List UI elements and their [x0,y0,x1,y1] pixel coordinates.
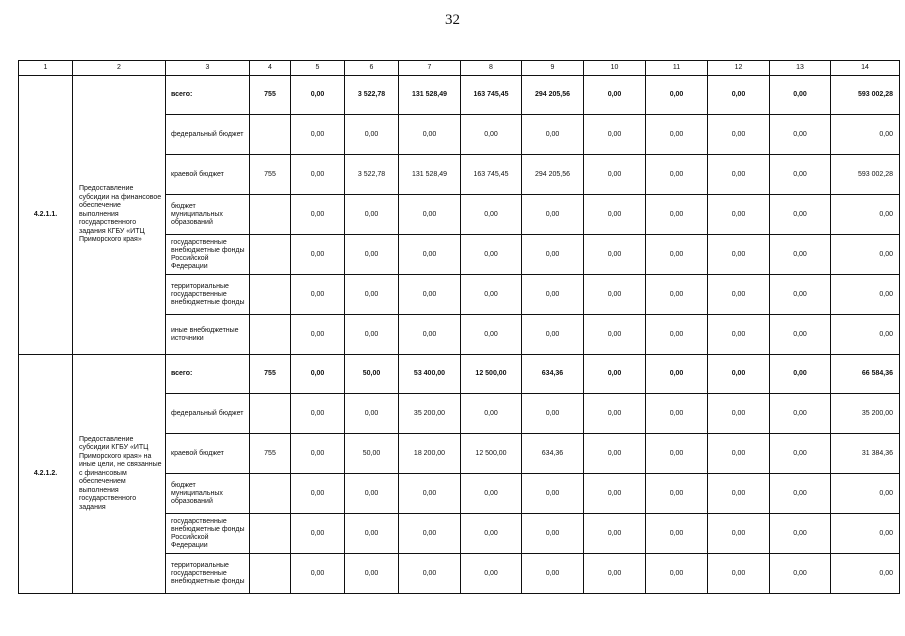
year-value: 0,00 [708,76,770,115]
year-value: 0,00 [584,195,646,235]
responsible-code [250,474,291,514]
year-value: 0,00 [646,355,708,394]
year-value: 0,00 [584,474,646,514]
year-value: 0,00 [770,155,831,195]
funding-source: государственные внебюджетные фонды Российской Федерации [166,235,250,275]
year-value: 163 745,45 [461,155,522,195]
year-value: 0,00 [399,115,461,155]
year-value: 0,00 [461,275,522,315]
year-value: 0,00 [770,275,831,315]
year-value: 0,00 [461,315,522,355]
measure-code: 4.2.1.1. [19,76,73,355]
year-value: 0,00 [708,115,770,155]
funding-source: краевой бюджет [166,434,250,474]
year-value: 0,00 [399,275,461,315]
year-value: 0,00 [345,275,399,315]
year-value: 0,00 [646,155,708,195]
header-row [19,61,900,76]
column-header: 12 [708,61,770,76]
year-value: 3 522,78 [345,155,399,195]
table-body [19,61,900,594]
year-value: 0,00 [646,474,708,514]
year-value: 0,00 [584,115,646,155]
year-value: 18 200,00 [399,434,461,474]
column-header: 10 [584,61,646,76]
column-header: 1 [19,61,73,76]
year-value: 50,00 [345,355,399,394]
year-value: 0,00 [646,275,708,315]
year-value: 0,00 [708,554,770,594]
year-value: 0,00 [461,195,522,235]
column-header: 3 [166,61,250,76]
year-value: 131 528,49 [399,76,461,115]
year-value: 0,00 [291,195,345,235]
year-value: 0,00 [708,474,770,514]
year-value: 0,00 [646,514,708,554]
year-value: 0,00 [770,474,831,514]
year-value: 0,00 [584,235,646,275]
year-value: 0,00 [584,434,646,474]
year-value: 0,00 [291,275,345,315]
funding-source: федеральный бюджет [166,394,250,434]
year-value: 0,00 [345,115,399,155]
funding-source: всего: [166,355,250,394]
year-value: 0,00 [708,434,770,474]
year-value: 0,00 [646,76,708,115]
funding-source: иные внебюджетные источники [166,315,250,355]
year-value: 0,00 [291,394,345,434]
measure-name: Предоставление субсидии КГБУ «ИТЦ Приморского края» на иные цели, не связанные с финансовым обеспечением выполнения государственного задания [73,355,166,594]
year-value: 0,00 [291,76,345,115]
year-value: 0,00 [461,474,522,514]
year-value: 0,00 [345,474,399,514]
total-value: 66 584,36 [831,355,900,394]
budget-table [18,60,900,594]
year-value: 0,00 [584,554,646,594]
measure-name: Предоставление субсидии на финансовое обеспечение выполнения государственного задания КГБУ «ИТЦ Приморского края» [73,76,166,355]
column-header: 6 [345,61,399,76]
responsible-code [250,554,291,594]
year-value: 0,00 [522,195,584,235]
year-value: 0,00 [770,394,831,434]
total-value: 35 200,00 [831,394,900,434]
year-value: 0,00 [345,514,399,554]
year-value: 0,00 [461,394,522,434]
year-value: 0,00 [291,434,345,474]
column-header: 11 [646,61,708,76]
column-header: 14 [831,61,900,76]
year-value: 0,00 [522,394,584,434]
year-value: 0,00 [708,355,770,394]
year-value: 0,00 [399,235,461,275]
responsible-code: 755 [250,434,291,474]
year-value: 0,00 [461,235,522,275]
column-header: 2 [73,61,166,76]
year-value: 0,00 [291,514,345,554]
funding-source: территориальные государственные внебюджетные фонды [166,275,250,315]
year-value: 0,00 [584,315,646,355]
responsible-code [250,195,291,235]
total-value: 0,00 [831,275,900,315]
year-value: 0,00 [345,554,399,594]
year-value: 0,00 [522,514,584,554]
column-header: 5 [291,61,345,76]
total-value: 0,00 [831,474,900,514]
funding-source: бюджет муниципальных образований [166,474,250,514]
year-value: 0,00 [584,275,646,315]
year-value: 0,00 [646,434,708,474]
year-value: 0,00 [770,315,831,355]
year-value: 0,00 [399,554,461,594]
year-value: 0,00 [522,554,584,594]
funding-source: бюджет муниципальных образований [166,195,250,235]
year-value: 0,00 [291,554,345,594]
year-value: 12 500,00 [461,434,522,474]
year-value: 0,00 [770,554,831,594]
year-value: 0,00 [584,76,646,115]
year-value: 294 205,56 [522,76,584,115]
year-value: 0,00 [291,115,345,155]
responsible-code [250,514,291,554]
year-value: 634,36 [522,434,584,474]
year-value: 0,00 [345,235,399,275]
responsible-code [250,275,291,315]
year-value: 0,00 [646,235,708,275]
responsible-code: 755 [250,155,291,195]
page-number: 32 [445,12,460,28]
column-header: 8 [461,61,522,76]
year-value: 0,00 [770,235,831,275]
year-value: 35 200,00 [399,394,461,434]
total-value: 0,00 [831,195,900,235]
total-value: 593 002,28 [831,155,900,195]
responsible-code [250,394,291,434]
column-header: 4 [250,61,291,76]
year-value: 0,00 [399,514,461,554]
year-value: 0,00 [770,514,831,554]
year-value: 0,00 [584,394,646,434]
year-value: 0,00 [522,474,584,514]
year-value: 0,00 [708,275,770,315]
year-value: 634,36 [522,355,584,394]
year-value: 0,00 [461,554,522,594]
year-value: 163 745,45 [461,76,522,115]
year-value: 0,00 [399,195,461,235]
total-value: 0,00 [831,235,900,275]
responsible-code: 755 [250,76,291,115]
funding-source: всего: [166,76,250,115]
total-value: 0,00 [831,315,900,355]
year-value: 0,00 [708,195,770,235]
total-value: 0,00 [831,115,900,155]
year-value: 0,00 [291,355,345,394]
table-row [19,355,900,394]
year-value: 0,00 [345,315,399,355]
year-value: 0,00 [399,315,461,355]
total-value: 0,00 [831,514,900,554]
funding-source: краевой бюджет [166,155,250,195]
year-value: 131 528,49 [399,155,461,195]
year-value: 12 500,00 [461,355,522,394]
year-value: 0,00 [345,195,399,235]
funding-source: федеральный бюджет [166,115,250,155]
year-value: 0,00 [522,315,584,355]
year-value: 0,00 [291,235,345,275]
year-value: 0,00 [646,315,708,355]
year-value: 0,00 [584,355,646,394]
year-value: 0,00 [522,275,584,315]
year-value: 0,00 [770,115,831,155]
year-value: 0,00 [584,514,646,554]
table-row [19,76,900,115]
year-value: 0,00 [708,235,770,275]
total-value: 31 384,36 [831,434,900,474]
year-value: 0,00 [291,474,345,514]
year-value: 0,00 [291,155,345,195]
year-value: 0,00 [708,514,770,554]
year-value: 0,00 [646,554,708,594]
year-value: 0,00 [461,514,522,554]
funding-source: государственные внебюджетные фонды Российской Федерации [166,514,250,554]
year-value: 294 205,56 [522,155,584,195]
column-header: 7 [399,61,461,76]
year-value: 50,00 [345,434,399,474]
year-value: 0,00 [646,195,708,235]
year-value: 53 400,00 [399,355,461,394]
year-value: 0,00 [770,434,831,474]
year-value: 0,00 [522,115,584,155]
responsible-code [250,115,291,155]
column-header: 13 [770,61,831,76]
total-value: 593 002,28 [831,76,900,115]
year-value: 3 522,78 [345,76,399,115]
year-value: 0,00 [708,155,770,195]
year-value: 0,00 [708,315,770,355]
responsible-code [250,315,291,355]
funding-source: территориальные государственные внебюджетные фонды [166,554,250,594]
year-value: 0,00 [345,394,399,434]
year-value: 0,00 [646,394,708,434]
year-value: 0,00 [708,394,770,434]
year-value: 0,00 [584,155,646,195]
year-value: 0,00 [399,474,461,514]
responsible-code: 755 [250,355,291,394]
year-value: 0,00 [770,355,831,394]
year-value: 0,00 [461,115,522,155]
total-value: 0,00 [831,554,900,594]
responsible-code [250,235,291,275]
year-value: 0,00 [770,195,831,235]
year-value: 0,00 [770,76,831,115]
year-value: 0,00 [291,315,345,355]
measure-code: 4.2.1.2. [19,355,73,594]
year-value: 0,00 [646,115,708,155]
column-header: 9 [522,61,584,76]
year-value: 0,00 [522,235,584,275]
